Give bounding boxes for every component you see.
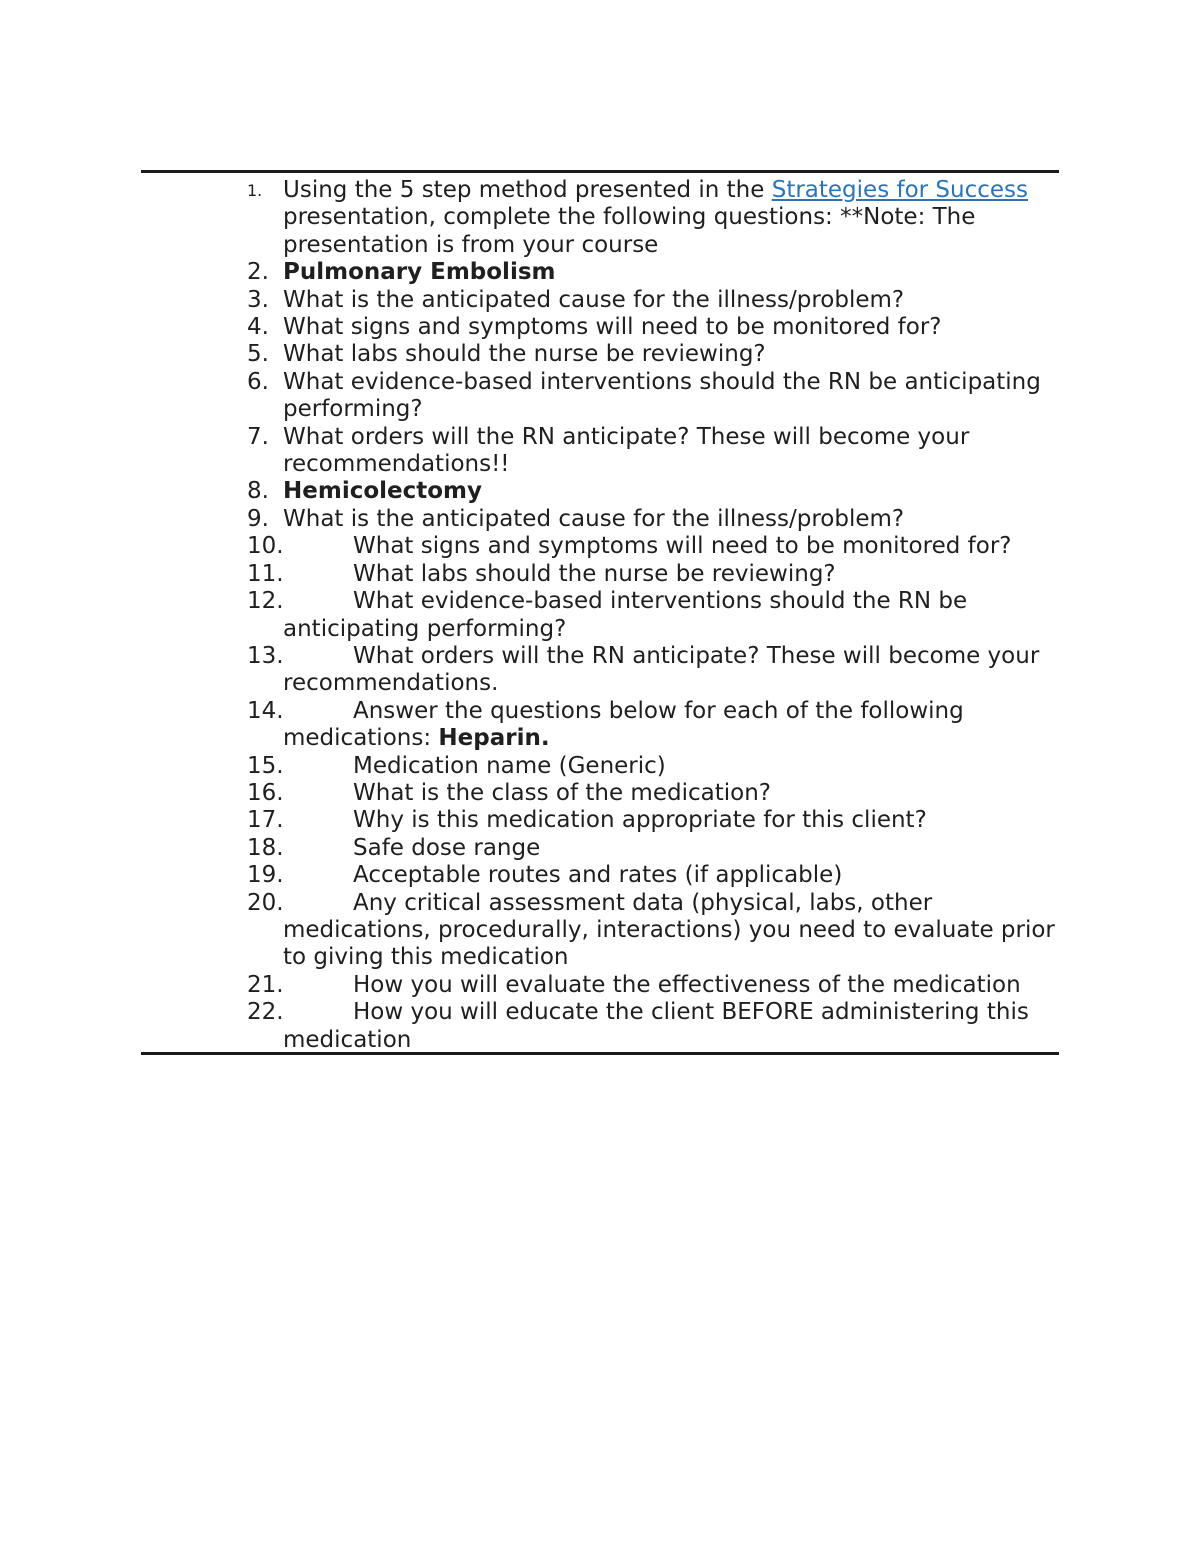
list-item bbox=[141, 369, 1059, 424]
list-item-text: How you will evaluate the effectiveness of the medication bbox=[353, 971, 1021, 998]
list-item-number: 17. bbox=[247, 807, 284, 834]
top-rule bbox=[141, 170, 1059, 173]
list-item-number: 13. bbox=[247, 642, 284, 669]
list-item bbox=[141, 314, 1059, 341]
list-item-number: 21. bbox=[247, 971, 284, 998]
list-item-text: What orders will the RN anticipate? These will become your recommendations. bbox=[283, 642, 1040, 697]
list-item bbox=[141, 862, 1059, 889]
list-item-number: 7. bbox=[247, 423, 269, 450]
list-item-number: 19. bbox=[247, 862, 284, 889]
list-item bbox=[141, 177, 1059, 259]
list-item-text: What signs and symptoms will need to be monitored for? bbox=[283, 314, 942, 341]
list-item-heading: Pulmonary Embolism bbox=[283, 259, 556, 286]
list-item-number: 1. bbox=[247, 181, 263, 200]
bottom-rule bbox=[141, 1052, 1059, 1055]
list-item-text: What orders will the RN anticipate? These will become your recommendations!! bbox=[283, 423, 970, 478]
list-item bbox=[141, 999, 1059, 1054]
list-item-number: 11. bbox=[247, 560, 284, 587]
list-item-text: What is the class of the medication? bbox=[353, 779, 771, 806]
list-item-text: Any critical assessment data (physical, labs, other medications, procedurally, interactions) you need to evaluate prior to giving this medication bbox=[283, 889, 1055, 971]
list-item bbox=[141, 259, 1059, 286]
list-item-number: 3. bbox=[247, 286, 269, 313]
list-item-number: 15. bbox=[247, 752, 284, 779]
list-item-number: 20. bbox=[247, 889, 284, 916]
list-item-text: Acceptable routes and rates (if applicable) bbox=[353, 862, 843, 889]
list-item-number: 14. bbox=[247, 697, 284, 724]
list-item-number: 16. bbox=[247, 779, 284, 806]
list-item-number: 12. bbox=[247, 588, 284, 615]
list-item bbox=[141, 753, 1059, 780]
list-item bbox=[141, 643, 1059, 698]
list-item-text: Using the 5 step method presented in the bbox=[283, 177, 772, 203]
list-item-number: 22. bbox=[247, 999, 284, 1026]
list-item bbox=[141, 890, 1059, 972]
list-item-text: What is the anticipated cause for the illness/problem? bbox=[283, 505, 905, 532]
list-item-number: 2. bbox=[247, 259, 269, 286]
list-item bbox=[141, 561, 1059, 588]
list-item-text: What is the anticipated cause for the illness/problem? bbox=[283, 286, 905, 313]
list-item bbox=[141, 780, 1059, 807]
list-item bbox=[141, 287, 1059, 314]
list-item bbox=[141, 698, 1059, 753]
list-item bbox=[141, 835, 1059, 862]
strategies-for-success-link[interactable]: Strategies for Success bbox=[771, 177, 1029, 203]
list-item-heading: Heparin. bbox=[438, 725, 550, 752]
list-item bbox=[141, 506, 1059, 533]
list-item-text: What labs should the nurse be reviewing? bbox=[353, 560, 836, 587]
list-item-text: What evidence-based interventions should the RN be anticipating performing? bbox=[283, 368, 1041, 423]
list-item-text: What signs and symptoms will need to be monitored for? bbox=[353, 533, 1012, 560]
list-item-text: What evidence-based interventions should the RN be anticipating performing? bbox=[283, 588, 968, 642]
list-item bbox=[141, 424, 1059, 479]
list-item-text: Why is this medication appropriate for this client? bbox=[353, 807, 927, 834]
list-item bbox=[141, 972, 1059, 999]
list-item-text: presentation, complete the following questions: **Note: The presentation is from your course bbox=[283, 204, 976, 258]
list-item-number: 5. bbox=[247, 341, 269, 368]
list-item bbox=[141, 341, 1059, 368]
list-item bbox=[141, 478, 1059, 505]
list-item bbox=[141, 533, 1059, 560]
list-item-number: 8. bbox=[247, 478, 269, 505]
list-item-number: 9. bbox=[247, 505, 269, 532]
list-item-text: How you will educate the client BEFORE administering this medication bbox=[283, 999, 1029, 1053]
question-list bbox=[141, 177, 1059, 1054]
list-item-number: 6. bbox=[247, 368, 269, 395]
list-item-text: Safe dose range bbox=[353, 834, 541, 861]
list-item-text: Medication name (Generic) bbox=[353, 752, 666, 779]
list-item bbox=[141, 807, 1059, 834]
list-item-text: What labs should the nurse be reviewing? bbox=[283, 341, 766, 368]
list-item-number: 10. bbox=[247, 533, 284, 560]
list-item-number: 18. bbox=[247, 834, 284, 861]
list-item-text: Answer the questions below for each of the following medications: bbox=[283, 697, 964, 752]
list-item-heading: Hemicolectomy bbox=[283, 478, 483, 505]
list-item-number: 4. bbox=[247, 314, 269, 341]
list-item bbox=[141, 588, 1059, 643]
